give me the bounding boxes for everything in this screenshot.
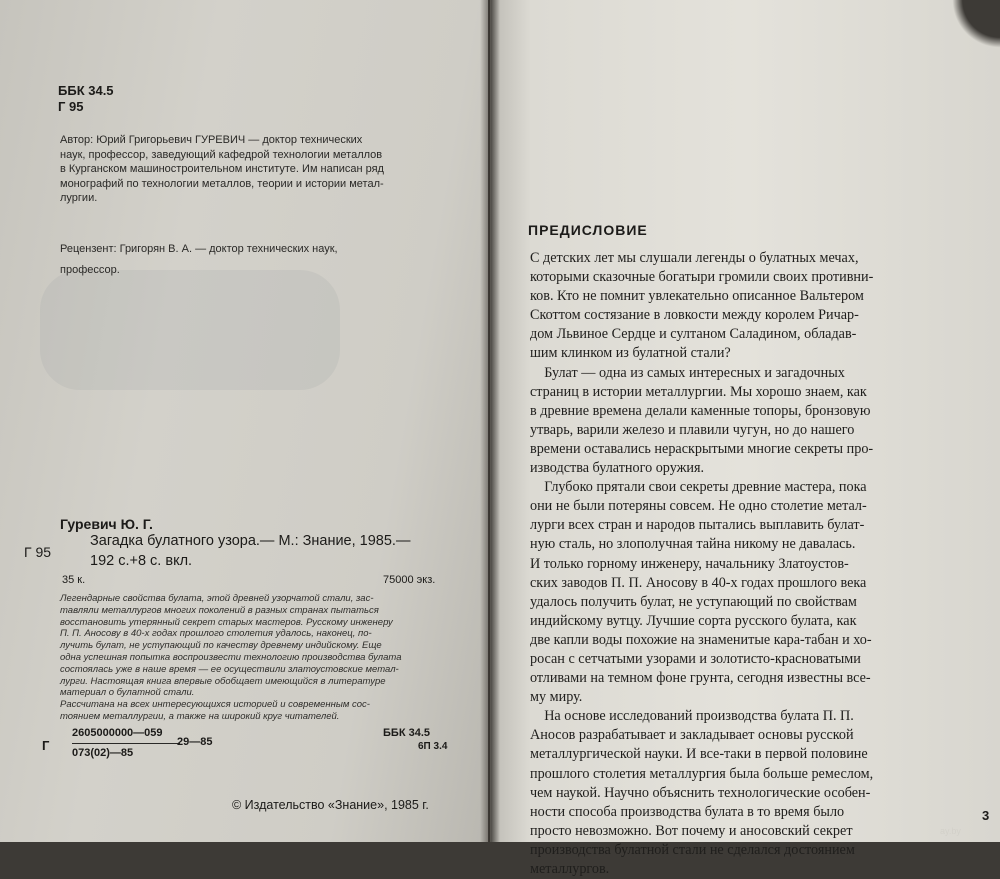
annotation-line: восстановить утерянный секрет старых мастеров. Русскому инженеру [60,616,393,628]
book-spine-gutter [480,0,500,842]
body-line: прошлого столетия металлургия была больше ремеслом, [530,765,874,782]
reviewer-line: профессор. [60,264,120,276]
body-line: металлургов. [530,861,610,877]
bbk-block [58,83,114,115]
body-line: отливами на темном фоне грунта, сегодня известны все- [530,670,871,687]
body-line: му миру. [530,689,583,706]
annotation-line: тоянием металлургии, а также на широкий круг читателей. [60,710,340,722]
body-line: И только горному инженеру, начальнику Златоустов- [530,555,849,572]
class-code: Г 95 [58,99,84,114]
body-line: времени оставались нераскрытыми многие секреты про- [530,440,874,457]
bbk-code: ББК 34.5 [58,83,114,98]
page-corner-shadow [952,0,1000,48]
annotation-line: одна успешная попытка воспроизвести технологию производства булата [60,651,402,663]
show-through-stain [40,270,340,390]
catalog-title-line: Загадка булатного узора.— М.: Знание, 1985.— [90,533,411,549]
body-line: дом Львиное Сердце и султаном Саладином, обладав- [530,326,857,343]
author-line: лургии. [60,192,98,204]
body-line: росан с сетчатыми узорами и золотисто-красноватыми [530,650,861,667]
body-line: ности способа производства булата в то время было [530,803,845,820]
body-line: Булат — одна из самых интересных и загадочных [530,364,845,381]
author-line: в Курганском машиностроительном институте. Им написан ряд [60,163,384,175]
formula-fraction-line [72,743,180,744]
body-line: они не были потеряны совсем. Не одно столетие метал- [530,498,867,515]
formula-denominator: 073(02)—85 [72,747,134,759]
copyright-notice: © Издательство «Знание», 1985 г. [232,798,429,812]
catalog-annotation [60,593,402,723]
body-line: шим клинком из булатной стали? [530,345,731,362]
catalog-title [90,531,410,571]
left-page [0,0,488,842]
body-line: две капли воды похожие на знаменитые кара-табан и хо- [530,631,872,648]
footer-bp-code: 6П 3.4 [418,741,448,752]
body-line: которыми сказочные богатыри громили своих противни- [530,269,874,286]
body-line: удалось получить булат, не уступающий по свойствам [530,593,857,610]
author-line: монографий по технологии металлов, теории и истории метал- [60,177,384,190]
annotation-line: Рассчитана на всех интересующихся историей и современным сос- [60,699,370,711]
body-line: ских заводов П. П. Аносову в 40-х годах прошлого века [530,574,867,591]
annotation-line: состоялась уже в наше время — ее осуществили златоустовские метал- [60,663,399,675]
annotation-line: тавляли металлургов многих поколений в разных странах пытаться [60,604,379,616]
annotation-line: П. П. Аносову в 40-х годах прошлого столетия удалось, наконец, по- [60,628,372,640]
annotation-line: лурги. Настоящая книга впервые обобщает имеющийся в литературе [60,675,386,687]
body-line: Аносов разрабатывает и закладывает основы русской [530,727,854,744]
preface-heading: ПРЕДИСЛОВИЕ [528,222,648,238]
author-info [60,133,460,206]
body-line: изводства булатного оружия. [530,460,705,477]
body-line: индийскому вутцу. Лучшие сорта русского булата, как [530,612,857,629]
page-number: 3 [982,808,990,823]
body-line: ную сталь, но злополучная тайна никому не давалась. [530,536,856,553]
body-line: в древние времена делали каменные топоры, бронзовую [530,402,871,419]
body-line: металлургической науки. И все-таки в первой половине [530,746,868,763]
body-line: ков. Кто не помнит увлекательно описанное Вальтером [530,288,864,305]
annotation-line: Легендарные свойства булата, этой древней узорчатой стали, зас- [60,593,374,604]
body-line: На основе исследований производства булата П. П. [530,708,854,725]
body-line: производства булатной стали не сделался достоянием [530,841,855,858]
preface-body [530,249,873,879]
body-line: Скоттом состязание в ловкости между королем Ричар- [530,307,859,324]
body-line: С детских лет мы слушали легенды о булатных мечах, [530,250,859,266]
formula-letter: Г [42,738,50,753]
reviewer-info [60,239,338,281]
site-watermark: ay.by [940,826,961,836]
body-line: Глубоко прятали свои секреты древние мастера, пока [530,479,867,496]
body-line: просто невозможно. Вот почему и аносовский секрет [530,822,853,839]
catalog-price: 35 к. [62,574,86,586]
body-line: чем наукой. Научно объяснить технологические особен- [530,784,871,801]
catalog-print-run: 75000 экз. [383,574,436,586]
catalog-title-line: 192 с.+8 с. вкл. [90,553,193,569]
annotation-line: лучить булат, не уступающий по качеству древнему индийскому. Еще [60,640,382,652]
reviewer-line: Рецензент: Григорян В. А. — доктор технических наук, [60,243,338,255]
formula-numerator: 2605000000—059 [72,727,163,739]
author-line: Автор: Юрий Григорьевич ГУРЕВИЧ — доктор технических [60,134,363,146]
formula-suffix: 29—85 [177,736,213,748]
body-line: страниц в истории металлургии. Мы хорошо знаем, как [530,383,867,400]
catalog-code: Г 95 [24,544,52,560]
body-line: утварь, варили железо и плавили чугун, но до нашего [530,421,855,438]
annotation-line: материал о булатной стали. [60,687,195,699]
footer-bbk-code: ББК 34.5 [383,727,430,739]
author-line: наук, профессор, заведующий кафедрой технологии металлов [60,148,383,161]
body-line: лурги всех стран и народов пытались выплавить булат- [530,517,865,534]
catalog-author: Гуревич Ю. Г. [60,516,153,532]
